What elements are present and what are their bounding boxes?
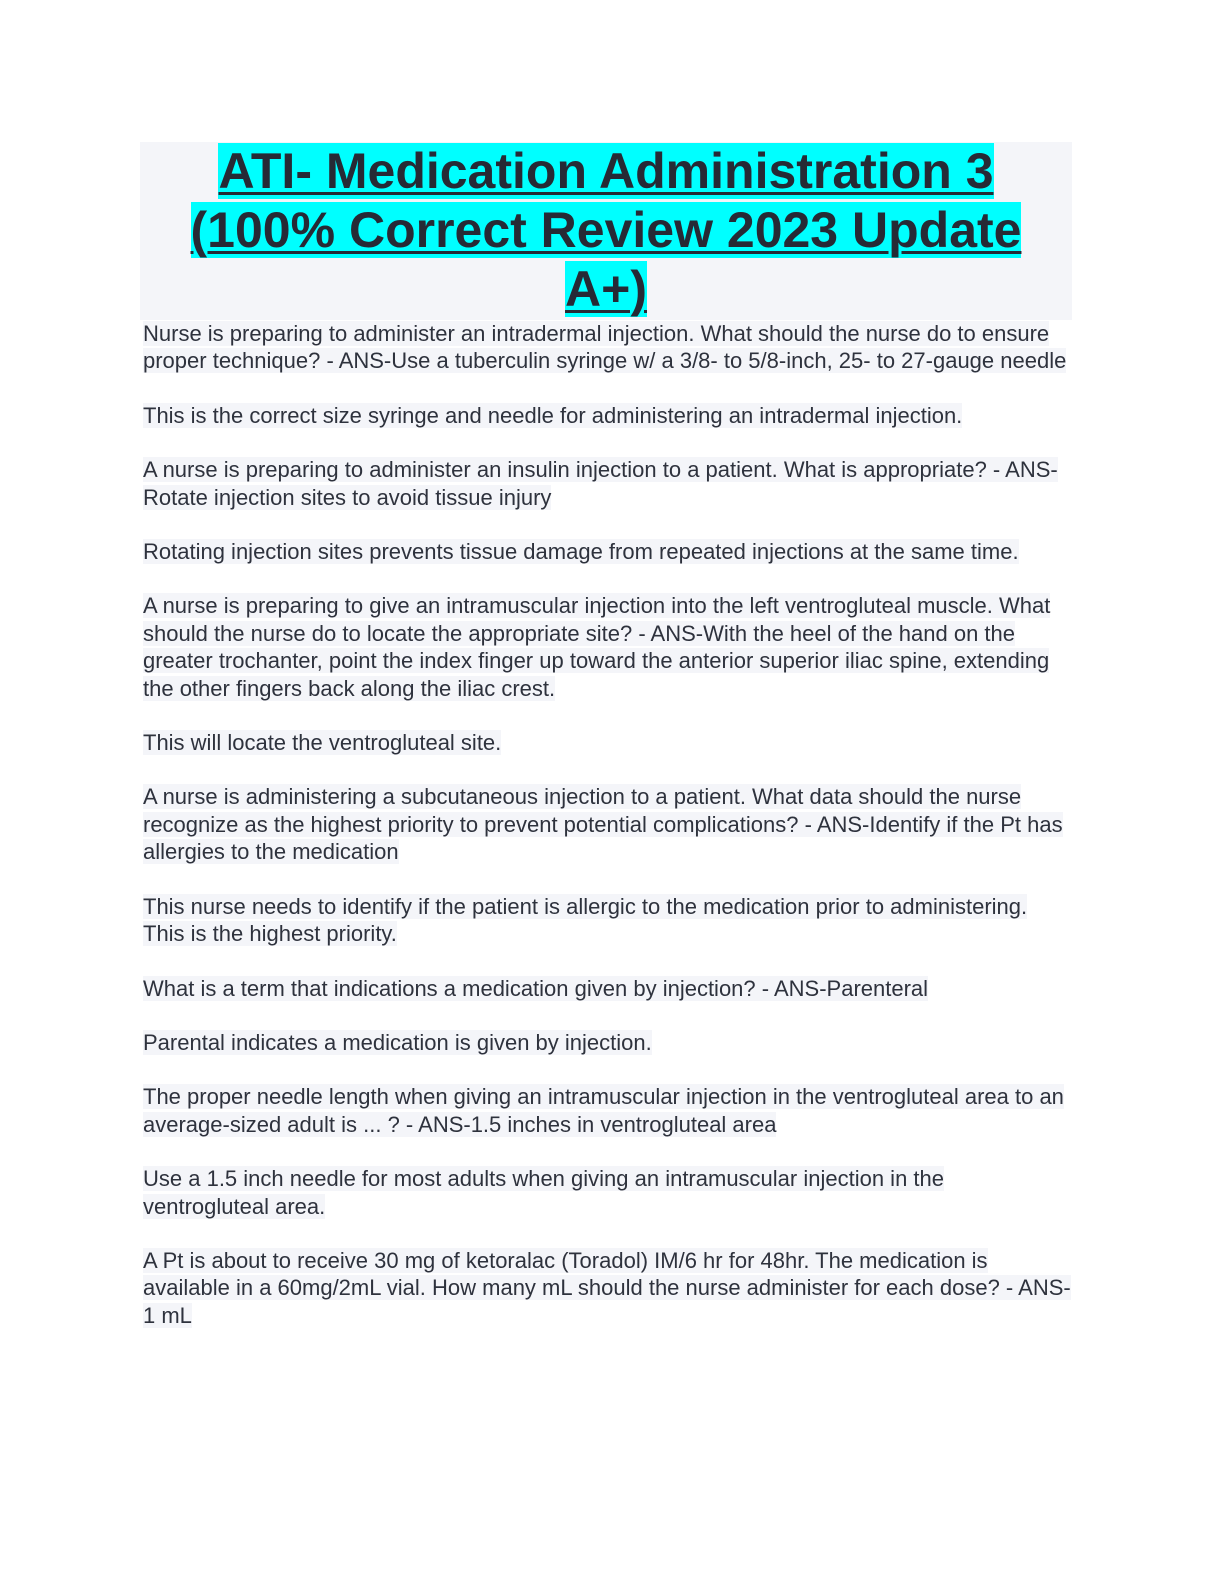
paragraph-text: Parental indicates a medication is given by injection.: [143, 1029, 652, 1055]
document-title: [140, 142, 1072, 319]
paragraph-text: Use a 1.5 inch needle for most adults when giving an intramuscular injection in the ventrogluteal area.: [143, 1166, 945, 1219]
paragraph-text: This nurse needs to identify if the patient is allergic to the medication prior to administering. This is the highest priority.: [143, 893, 1028, 947]
rationale-paragraph-3: [143, 729, 1073, 756]
paragraph-text: A nurse is administering a subcutaneous injection to a patient. What data should the nurse recognize as the highest priority to prevent potential complications? - ANS-Identify if the Pt has allergies to the medication: [143, 784, 1063, 865]
paragraph-text: A nurse is preparing to administer an insulin injection to a patient. What is appropriate? - ANS-Rotate injection sites to avoid tissue injury: [143, 457, 1058, 510]
question-paragraph-3: [143, 592, 1073, 702]
title-line-1: ATI- Medication Administration 3: [218, 143, 994, 199]
rationale-paragraph-2: [143, 538, 1073, 565]
rationale-paragraph-4: [143, 893, 1073, 948]
question-paragraph-6: [143, 1083, 1073, 1138]
paragraph-text: A nurse is preparing to give an intramuscular injection into the left ventrogluteal muscle. What should the nurse do to locate the appropriate site? - ANS-With the heel of the hand on the greater trochanter, point the index finger up toward the anterior superior iliac spine, extending the other fingers back along the iliac crest.: [143, 593, 1051, 701]
rationale-paragraph-6: [143, 1165, 1073, 1220]
paragraph-text: This is the correct size syringe and needle for administering an intradermal injection.: [143, 402, 963, 428]
paragraph-text: The proper needle length when giving an intramuscular injection in the ventrogluteal area to an average-sized adult is ... ? - ANS-1.5 inches in ventrogluteal area: [143, 1084, 1064, 1137]
question-paragraph-5: [143, 975, 1073, 1002]
question-paragraph-2: [143, 456, 1073, 511]
title-line-2: (100% Correct Review 2023 Update: [190, 202, 1022, 258]
title-line-3: A+): [565, 261, 647, 317]
document-body: [143, 320, 1073, 1356]
paragraph-text: What is a term that indications a medication given by injection? - ANS-Parenteral: [143, 975, 929, 1001]
paragraph-text: A Pt is about to receive 30 mg of ketoralac (Toradol) IM/6 hr for 48hr. The medication is available in a 60mg/2mL vial. How many mL should the nurse administer for each dose? - ANS-1 mL: [143, 1247, 1071, 1328]
paragraph-text: This will locate the ventrogluteal site.: [143, 730, 502, 756]
rationale-paragraph-5: [143, 1029, 1073, 1056]
question-paragraph-1: [143, 320, 1073, 375]
question-paragraph-4: [143, 783, 1073, 865]
rationale-paragraph-1: [143, 402, 1073, 429]
question-paragraph-7: [143, 1247, 1073, 1329]
paragraph-text: Nurse is preparing to administer an intradermal injection. What should the nurse do to ensure proper technique? - ANS-Use a tuberculin syringe w/ a 3/8- to 5/8-inch, 25- to 27-gauge needle: [143, 321, 1067, 374]
title-block: [140, 142, 1072, 320]
paragraph-text: Rotating injection sites prevents tissue damage from repeated injections at the same time.: [143, 539, 1019, 565]
